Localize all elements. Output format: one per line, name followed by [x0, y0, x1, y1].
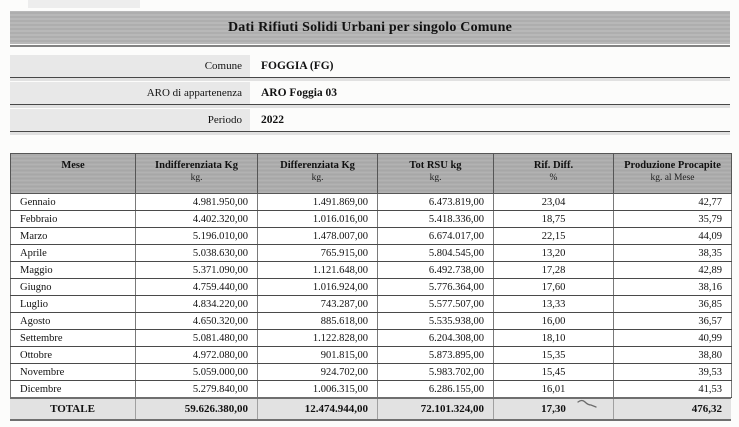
table-row-giugno	[11, 279, 732, 296]
cell-indifferenziata: 4.981.950,00	[136, 194, 258, 211]
cell-differenziata: 924.702,00	[258, 364, 378, 381]
cell-tot-rsu: 5.983.702,00	[378, 364, 494, 381]
ink-mark	[576, 398, 600, 410]
cell-differenziata: 1.121.648,00	[258, 262, 378, 279]
cell-indifferenziata: 5.196.010,00	[136, 228, 258, 245]
cell-mese: Gennaio	[11, 194, 136, 211]
cell-procapite: 41,53	[614, 381, 732, 398]
waste-data-table	[10, 153, 732, 398]
cell-rif-diff: 17,28	[494, 262, 614, 279]
cell-indifferenziata: 4.972.080,00	[136, 347, 258, 364]
cell-differenziata: 743.287,00	[258, 296, 378, 313]
cell-mese: Settembre	[11, 330, 136, 347]
cell-mese: Aprile	[11, 245, 136, 262]
cell-mese: Giugno	[11, 279, 136, 296]
cell-mese: Febbraio	[11, 211, 136, 228]
cell-mese: Luglio	[11, 296, 136, 313]
column-header-mese: Mese	[11, 154, 136, 194]
table-row-febbraio	[11, 211, 732, 228]
cell-procapite: 40,99	[614, 330, 732, 347]
total-tot-rsu: 72.101.324,00	[377, 399, 493, 419]
table-row-marzo	[11, 228, 732, 245]
cell-rif-diff: 13,20	[494, 245, 614, 262]
cell-rif-diff: 16,00	[494, 313, 614, 330]
cell-differenziata: 901.815,00	[258, 347, 378, 364]
cell-indifferenziata: 4.834.220,00	[136, 296, 258, 313]
cell-procapite: 35,79	[614, 211, 732, 228]
cell-indifferenziata: 5.081.480,00	[136, 330, 258, 347]
cell-differenziata: 1.122.828,00	[258, 330, 378, 347]
cell-tot-rsu: 5.535.938,00	[378, 313, 494, 330]
title-banner-bar	[10, 11, 730, 44]
cell-differenziata: 1.016.924,00	[258, 279, 378, 296]
cell-mese: Novembre	[11, 364, 136, 381]
cell-tot-rsu: 6.473.819,00	[378, 194, 494, 211]
cell-indifferenziata: 4.759.440,00	[136, 279, 258, 296]
cell-indifferenziata: 4.650.320,00	[136, 313, 258, 330]
cell-rif-diff: 18,75	[494, 211, 614, 228]
cell-differenziata: 1.016.016,00	[258, 211, 378, 228]
cell-tot-rsu: 5.418.336,00	[378, 211, 494, 228]
cell-rif-diff: 13,33	[494, 296, 614, 313]
cell-differenziata: 885.618,00	[258, 313, 378, 330]
cell-procapite: 36,85	[614, 296, 732, 313]
cell-mese: Maggio	[11, 262, 136, 279]
table-row-agosto	[11, 313, 732, 330]
cell-tot-rsu: 5.577.507,00	[378, 296, 494, 313]
info-row-periodo	[10, 109, 730, 132]
cell-procapite: 38,16	[614, 279, 732, 296]
total-label: TOTALE	[50, 403, 95, 415]
page-title: Dati Rifiuti Solidi Urbani per singolo Comune	[227, 19, 513, 35]
column-header-procapite: Produzione Procapite kg. al Mese	[614, 154, 732, 194]
cell-indifferenziata: 5.371.090,00	[136, 262, 258, 279]
cell-procapite: 42,77	[614, 194, 732, 211]
title-banner	[10, 11, 730, 47]
cell-tot-rsu: 6.286.155,00	[378, 381, 494, 398]
table-row-maggio	[11, 262, 732, 279]
column-header-rif-diff: Rif. Diff. %	[494, 154, 614, 194]
cell-rif-diff: 18,10	[494, 330, 614, 347]
table-row-aprile	[11, 245, 732, 262]
cell-mese: Ottobre	[11, 347, 136, 364]
periodo-label: Periodo	[10, 109, 250, 131]
cell-mese: Marzo	[11, 228, 136, 245]
cell-mese: Dicembre	[11, 381, 136, 398]
table-row-ottobre	[11, 347, 732, 364]
cell-indifferenziata: 4.402.320,00	[136, 211, 258, 228]
table-row-settembre	[11, 330, 732, 347]
cell-tot-rsu: 6.492.738,00	[378, 262, 494, 279]
column-header-tot-rsu: Tot RSU kg kg.	[378, 154, 494, 194]
table-row-gennaio	[11, 194, 732, 211]
cell-procapite: 44,09	[614, 228, 732, 245]
title-banner-underline	[10, 45, 730, 47]
cell-procapite: 38,35	[614, 245, 732, 262]
cell-differenziata: 1.006.315,00	[258, 381, 378, 398]
cell-tot-rsu: 6.204.308,00	[378, 330, 494, 347]
table-row-novembre	[11, 364, 732, 381]
info-row-comune	[10, 55, 730, 78]
scan-artifact	[28, 0, 140, 8]
table-row-luglio	[11, 296, 732, 313]
cell-tot-rsu: 5.804.545,00	[378, 245, 494, 262]
cell-indifferenziata: 5.059.000,00	[136, 364, 258, 381]
total-rif-diff: 17,30	[493, 399, 613, 419]
aro-label: ARO di appartenenza	[10, 82, 250, 104]
cell-procapite: 38,80	[614, 347, 732, 364]
cell-differenziata: 1.491.869,00	[258, 194, 378, 211]
total-differenziata: 12.474.944,00	[257, 399, 377, 419]
aro-value: ARO Foggia 03	[261, 87, 338, 99]
cell-indifferenziata: 5.038.630,00	[136, 245, 258, 262]
cell-procapite: 39,53	[614, 364, 732, 381]
cell-rif-diff: 23,04	[494, 194, 614, 211]
total-row	[10, 397, 731, 421]
cell-differenziata: 765.915,00	[258, 245, 378, 262]
table-row-dicembre	[11, 381, 732, 398]
cell-rif-diff: 16,01	[494, 381, 614, 398]
table-header	[11, 154, 732, 194]
info-section	[10, 55, 730, 136]
column-header-indifferenziata: Indifferenziata Kg kg.	[136, 154, 258, 194]
cell-procapite: 36,57	[614, 313, 732, 330]
cell-tot-rsu: 5.776.364,00	[378, 279, 494, 296]
cell-rif-diff: 17,60	[494, 279, 614, 296]
total-procapite: 476,32	[613, 399, 731, 419]
periodo-value: 2022	[261, 114, 284, 126]
cell-indifferenziata: 5.279.840,00	[136, 381, 258, 398]
cell-tot-rsu: 6.674.017,00	[378, 228, 494, 245]
cell-mese: Agosto	[11, 313, 136, 330]
total-indifferenziata: 59.626.380,00	[135, 399, 257, 419]
cell-rif-diff: 15,35	[494, 347, 614, 364]
cell-rif-diff: 22,15	[494, 228, 614, 245]
cell-differenziata: 1.478.007,00	[258, 228, 378, 245]
cell-rif-diff: 15,45	[494, 364, 614, 381]
info-row-aro	[10, 82, 730, 105]
comune-value: FOGGIA (FG)	[261, 60, 334, 72]
column-header-differenziata: Differenziata Kg kg.	[258, 154, 378, 194]
cell-tot-rsu: 5.873.895,00	[378, 347, 494, 364]
comune-label: Comune	[10, 55, 250, 77]
cell-procapite: 42,89	[614, 262, 732, 279]
